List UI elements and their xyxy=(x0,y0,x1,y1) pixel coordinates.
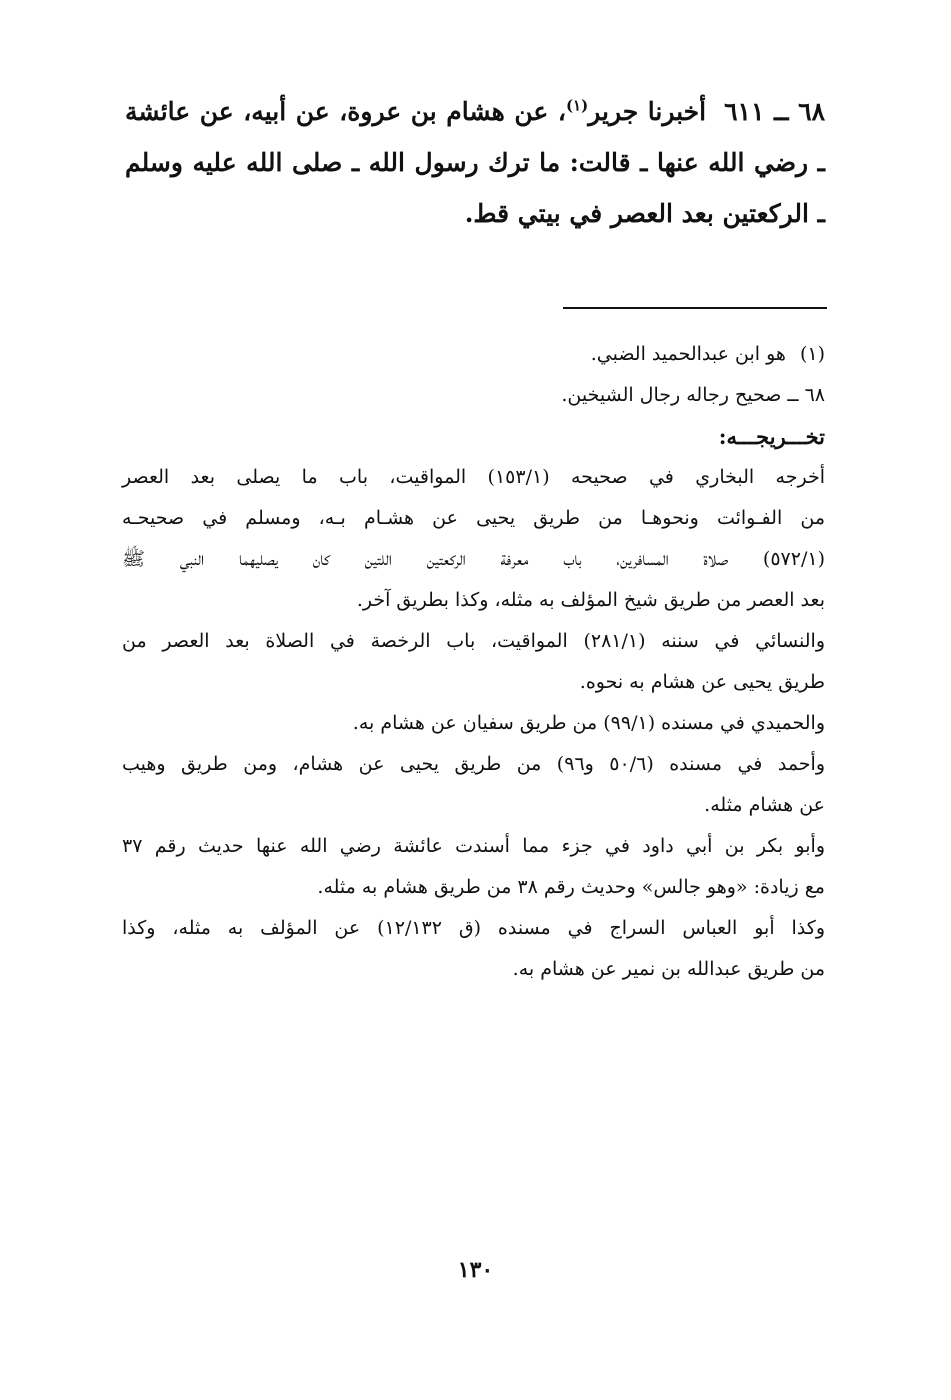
takhrij-line: طريق يحيى عن هشام به نحوه. xyxy=(579,671,825,693)
page-number: ١٣٠ xyxy=(457,1257,494,1283)
takhrij-line: (٥٧٢/١) صلاة المسافرين، باب معرفة الركعتين اللتين كان يصليهما النبي ﷺ xyxy=(122,548,825,570)
takhrij-line: وأحمد في مسنده (٥٠/٦ و٩٦) من طريق يحيى عن هشام، ومن طريق وهيب xyxy=(122,753,825,775)
hadith-text xyxy=(125,86,825,239)
takhrij-line: من الفـوائت ونحوهـا من طريق يحيى عن هشـام بـه، ومسلم في صحيحـه xyxy=(122,507,825,529)
hadith-opening: أخبرنا جرير xyxy=(588,97,707,126)
takhrij-line: بعد العصر من طريق شيخ المؤلف به مثله، وكذا بطريق آخر. xyxy=(356,589,825,611)
footnote-1-label: (١) xyxy=(799,343,825,365)
hadith-number: ٦٨ ــ ٦١١ xyxy=(724,97,825,126)
footnotes-section xyxy=(122,334,825,990)
hadith-grade: ٦٨ ــ صحيح رجاله رجال الشيخين. xyxy=(561,384,825,406)
takhrij-heading: تخـــريجـــه: xyxy=(718,424,825,449)
footnote-marker: (١) xyxy=(565,96,589,115)
hadith-body: ، عن هشام بن عروة، عن أبيه، عن عائشة ـ رضي الله عنها ـ قالت: ما ترك رسول الله ـ صلى الله عليه وسلم ـ الركعتين بعد العصر في بيتي قط. xyxy=(125,97,825,228)
takhrij-line: وكذا أبو العباس السراج في مسنده (ق ١٢/١٣٢) عن المؤلف به مثله، وكذا xyxy=(122,917,825,939)
takhrij-line: من طريق عبدالله بن نمير عن هشام به. xyxy=(512,958,825,980)
footnote-separator xyxy=(563,307,827,309)
takhrij-line: عن هشام مثله. xyxy=(704,794,825,816)
footnote-1-text: هو ابن عبدالحميد الضبي. xyxy=(590,343,786,365)
footnote-1 xyxy=(122,334,825,375)
takhrij-line: أخرجه البخاري في صحيحه (١٥٣/١) المواقيت، باب ما يصلى بعد العصر xyxy=(122,466,826,488)
takhrij-line: والحميدي في مسنده (٩٩/١) من طريق سفيان عن هشام به. xyxy=(352,712,825,734)
takhrij-line: والنسائي في سننه (٢٨١/١) المواقيت، باب الرخصة في الصلاة بعد العصر من xyxy=(122,630,825,652)
takhrij-line: وأبو بكر بن أبي داود في جزء مما أسندت عائشة رضي الله عنها حديث رقم ٣٧ xyxy=(122,835,825,857)
takhrij-line: مع زيادة: «وهو جالس» وحديث رقم ٣٨ من طريق هشام به مثله. xyxy=(317,876,825,898)
